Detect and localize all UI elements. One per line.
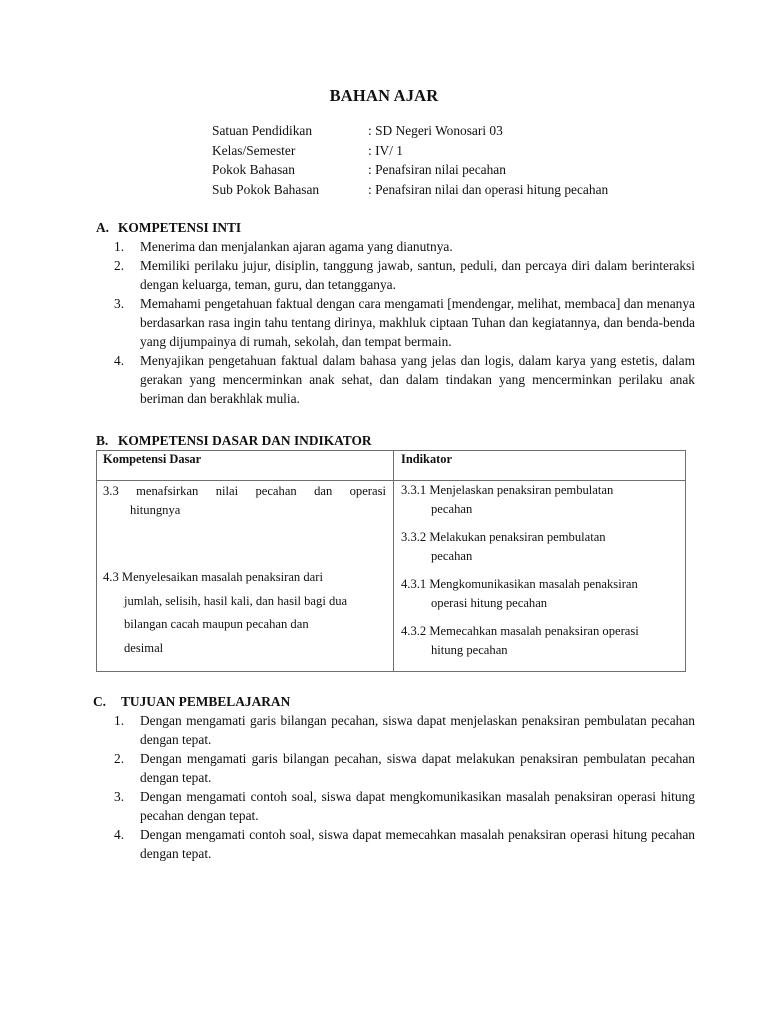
list-text: Menerima dan menjalankan ajaran agama yang dianutnya. (140, 239, 453, 254)
indicator-text: 4.3.1 Mengkomunikasikan masalah penaksiran (401, 577, 638, 591)
kd-text: 4.3 Menyelesaikan masalah penaksiran dari (103, 570, 323, 584)
meta-value: : IV/ 1 (368, 142, 403, 158)
indicator-3-3-1 (401, 481, 681, 518)
meta-row-sub-pokok-bahasan (212, 180, 608, 200)
list-text: Memiliki perilaku jujur, disiplin, tanggung jawab, santun, peduli, dan percaya diri dalam berinteraksi dengan keluarga, teman, guru, dan tetangganya. (140, 258, 695, 292)
table-header-row (97, 451, 685, 481)
section-letter: C. (93, 694, 107, 709)
list-text: Memahami pengetahuan faktual dengan cara mengamati [mendengar, melihat, membaca] dan menanya berdasarkan rasa ingin tahu tentang dirinya, makhluk ciptaan Tuhan dan kegiatannya, dan benda-benda yang dijumpainya di rumah, sekolah, dan tempat bermain. (140, 296, 695, 349)
column-divider (393, 451, 394, 671)
document-title: BAHAN AJAR (329, 86, 439, 105)
list-number: 2. (114, 751, 125, 766)
kd-4-3 (103, 566, 386, 660)
indicator-4-3-1 (401, 575, 681, 612)
kd-text-cont: hitungnya (130, 503, 181, 517)
meta-row-pokok-bahasan (212, 160, 608, 180)
list-number: 1. (114, 239, 125, 254)
kompetensi-inti-list (114, 237, 695, 408)
list-number: 4. (114, 827, 125, 842)
meta-value: : Penafsiran nilai dan operasi hitung pecahan (368, 181, 609, 197)
kd-3-3 (103, 482, 386, 520)
indicator-text-cont: hitung pecahan (431, 642, 508, 657)
indicator-text: 3.3.2 Melakukan penaksiran pembulatan (401, 530, 606, 544)
section-title: KOMPETENSI INTI (118, 220, 242, 235)
section-a-heading (96, 218, 241, 237)
meta-value: : SD Negeri Wonosari 03 (368, 123, 503, 138)
indicator-text-cont: operasi hitung pecahan (431, 595, 548, 610)
list-text: Dengan mengamati contoh soal, siswa dapat memecahkan masalah penaksiran operasi hitung pecahan dengan tepat. (140, 827, 695, 861)
section-title: TUJUAN PEMBELAJARAN (121, 694, 291, 709)
table-header-kompetensi-dasar: Kompetensi Dasar (103, 452, 202, 466)
indicator-text: 3.3.1 Menjelaskan penaksiran pembulatan (401, 483, 614, 497)
table-header-indikator: Indikator (401, 452, 452, 466)
meta-label: Kelas/Semester (212, 142, 296, 158)
indicator-text-cont: pecahan (431, 548, 473, 563)
meta-label: Pokok Bahasan (212, 162, 295, 177)
list-number: 1. (114, 713, 125, 728)
list-item (114, 749, 695, 787)
kd-text-cont: jumlah, selisih, hasil kali, dan hasil bagi dua (124, 593, 348, 608)
meta-row-satuan-pendidikan (212, 121, 608, 141)
kd-text: 3.3 menafsirkan nilai pecahan dan operasi (103, 484, 386, 498)
document-meta (212, 121, 608, 199)
meta-value: : Penafsiran nilai pecahan (368, 162, 506, 177)
list-item (114, 787, 695, 825)
section-b-heading (96, 431, 372, 450)
list-item (114, 256, 695, 294)
kd-text-cont: bilangan cacah maupun pecahan dan (124, 617, 309, 631)
list-number: 3. (114, 296, 125, 311)
list-item (114, 351, 695, 408)
list-text: Dengan mengamati garis bilangan pecahan, siswa dapat menjelaskan penaksiran pembulatan pecahan dengan tepat. (140, 713, 695, 747)
indicator-text: 4.3.2 Memecahkan masalah penaksiran operasi (401, 624, 639, 638)
list-item (114, 825, 695, 863)
indicator-3-3-2 (401, 528, 681, 565)
tujuan-pembelajaran-list (114, 711, 695, 863)
indicator-text-cont: pecahan (431, 501, 473, 516)
section-letter: B. (96, 433, 109, 448)
list-item (114, 294, 695, 351)
section-letter: A. (96, 220, 110, 235)
meta-label: Satuan Pendidikan (212, 123, 313, 138)
indicator-4-3-2 (401, 622, 681, 659)
meta-label: Sub Pokok Bahasan (212, 181, 320, 197)
list-item (114, 237, 695, 256)
list-number: 3. (114, 789, 125, 804)
list-text: Dengan mengamati garis bilangan pecahan, siswa dapat melakukan penaksiran pembulatan pecahan dengan tepat. (140, 751, 695, 785)
meta-row-kelas-semester (212, 141, 608, 161)
kd-text-cont: desimal (124, 640, 164, 655)
list-text: Dengan mengamati contoh soal, siswa dapat mengkomunikasikan masalah penaksiran operasi hitung pecahan dengan tepat. (140, 789, 695, 823)
list-item (114, 711, 695, 749)
list-number: 2. (114, 258, 125, 273)
list-text: Menyajikan pengetahuan faktual dalam bahasa yang jelas dan logis, dalam karya yang estetis, dalam gerakan yang mencerminkan anak sehat, dan dalam tindakan yang mencerminkan perilaku anak beriman dan berakhlak mulia. (140, 353, 695, 406)
section-c-heading (93, 692, 290, 711)
list-number: 4. (114, 353, 125, 368)
section-title: KOMPETENSI DASAR DAN INDIKATOR (118, 433, 372, 448)
kompetensi-dasar-table (96, 450, 686, 672)
